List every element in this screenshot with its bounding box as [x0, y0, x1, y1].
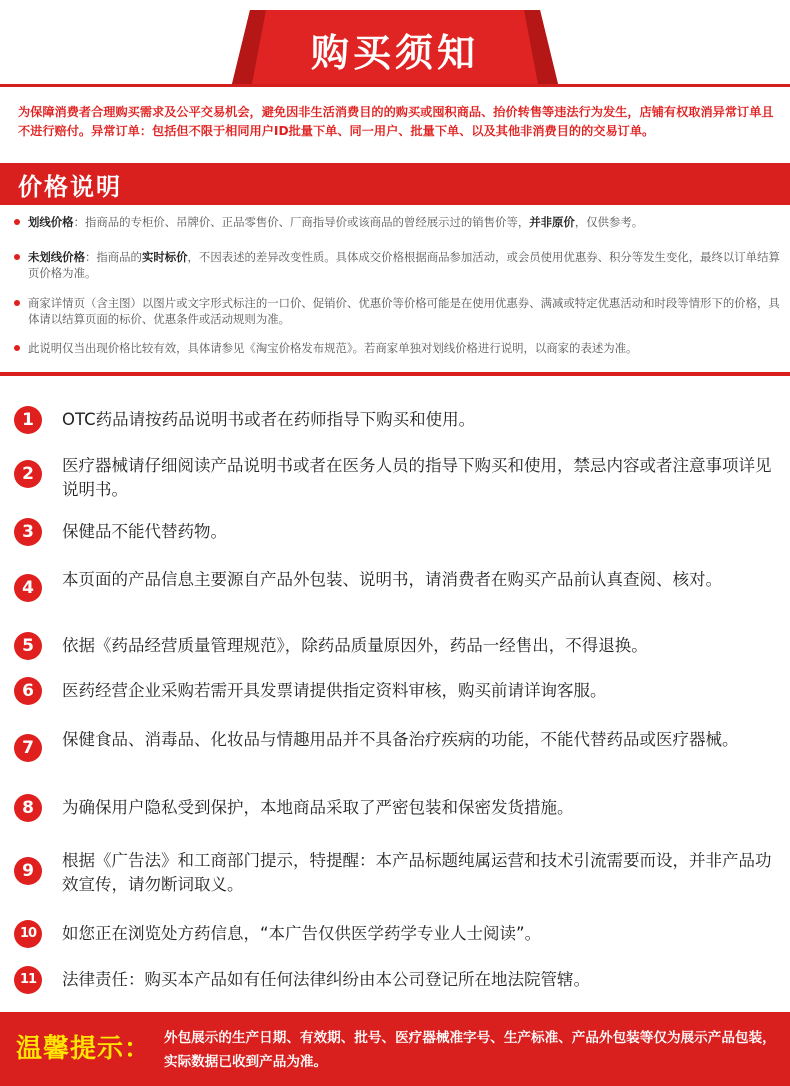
- number-badge: 10: [14, 920, 42, 948]
- number-badge: 6: [14, 677, 42, 705]
- rule-text: 如您正在浏览处方药信息，“本广告仅供医学药学专业人士阅读”。: [62, 924, 542, 943]
- number-badge: 7: [14, 734, 42, 762]
- price-sep: ：: [84, 250, 97, 264]
- price-text: 商家详情页（含主图）以图片或文字形式标注的一口价、促销价、优惠价等价格可能是在使用优惠券、满减或特定优惠活动和时段等情形下的价格，具体请以结算页面的标价、优惠条件或活动规则为准。: [28, 296, 780, 326]
- rule-text: 依据《药品经营质量管理规范》，除药品质量原因外，药品一经售出，不得退换。: [62, 636, 648, 655]
- price-highlight: 实时标价: [141, 250, 188, 264]
- price-term: 未划线价格: [28, 250, 85, 264]
- bullet-icon: [14, 254, 20, 260]
- price-text: ，不因表述的差异改变性质。具体成交价格根据商品参加活动，或会员使用优惠券、积分等发生变化，最终以订单结算页价格为准。: [28, 250, 780, 280]
- bullet-icon: [14, 219, 20, 225]
- number-badge: 5: [14, 632, 42, 660]
- price-sep: ：: [73, 215, 85, 229]
- price-text: 指商品的专柜价、吊牌价、正品零售价、厂商指导价或该商品的曾经展示过的销售价等，: [84, 215, 530, 229]
- price-highlight: 并非原价: [529, 215, 575, 229]
- price-text: 指商品的: [96, 250, 142, 264]
- intro-notice: 为保障消费者合理购买需求及公平交易机会，避免因非生活消费目的的购买或囤积商品、抬价转售等违法行为发生，店铺有权取消异常订单且不进行赔付。异常订单：包括但不限于相同用户ID批量下单、同一用户、批量下单、以及其他非消费目的的交易订单。: [18, 105, 774, 138]
- rule-text: 本页面的产品信息主要源自产品外包装、说明书，请消费者在购买产品前认真查阅、核对。: [62, 570, 722, 589]
- rule-text: 保健食品、消毒品、化妆品与情趣用品并不具备治疗疾病的功能，不能代替药品或医疗器械。: [62, 730, 739, 749]
- footer-label: 温馨提示：: [16, 1034, 152, 1064]
- bullet-icon: [14, 345, 20, 351]
- number-badge: 4: [14, 574, 42, 602]
- number-badge: 8: [14, 794, 42, 822]
- price-item: [12, 214, 782, 230]
- bullet-icon: [14, 300, 20, 306]
- price-section-title: 价格说明: [18, 172, 122, 201]
- footer-text: 外包展示的生产日期、有效期、批号、医疗器械准字号、生产标准、产品外包装等仅为展示产品包装，实际数据已收到产品为准。: [164, 1030, 776, 1070]
- rule-text: 医疗器械请仔细阅读产品说明书或者在医务人员的指导下购买和使用，禁忌内容或者注意事项详见说明书。: [62, 456, 772, 499]
- rule-text: OTC药品请按药品说明书或者在药师指导下购买和使用。: [62, 410, 476, 429]
- page-title: 购买须知: [310, 30, 479, 75]
- header: [0, 0, 790, 92]
- number-badge: 3: [14, 518, 42, 546]
- rule-text: 医药经营企业采购若需开具发票请提供指定资料审核，购买前请详询客服。: [62, 681, 607, 700]
- price-item: [12, 340, 782, 356]
- price-section-header: [0, 163, 790, 205]
- price-text: 此说明仅当出现价格比较有效，具体请参见《淘宝价格发布规范》。若商家单独对划线价格进行说明，以商家的表述为准。: [28, 341, 638, 355]
- number-badge: 1: [14, 406, 42, 434]
- number-badge: 2: [14, 460, 42, 488]
- footer-tip: [0, 1012, 790, 1086]
- price-text: ，仅供参考。: [574, 215, 644, 229]
- section-divider: [0, 372, 790, 376]
- rule-text: 法律责任：购买本产品如有任何法律纠纷由本公司登记所在地法院管辖。: [62, 970, 590, 989]
- title-banner: [232, 10, 558, 88]
- rule-text: 为确保用户隐私受到保护，本地商品采取了严密包装和保密发货措施。: [62, 798, 574, 817]
- price-item: [12, 249, 782, 281]
- price-item: [12, 295, 782, 327]
- number-badge: 9: [14, 857, 42, 885]
- rule-text: 根据《广告法》和工商部门提示，特提醒：本产品标题纯属运营和技术引流需要而设，并非产品功效宣传，请勿断词取义。: [62, 851, 772, 894]
- price-term: 划线价格: [28, 215, 74, 229]
- number-badge: 11: [14, 966, 42, 994]
- rule-text: 保健品不能代替药物。: [62, 522, 227, 541]
